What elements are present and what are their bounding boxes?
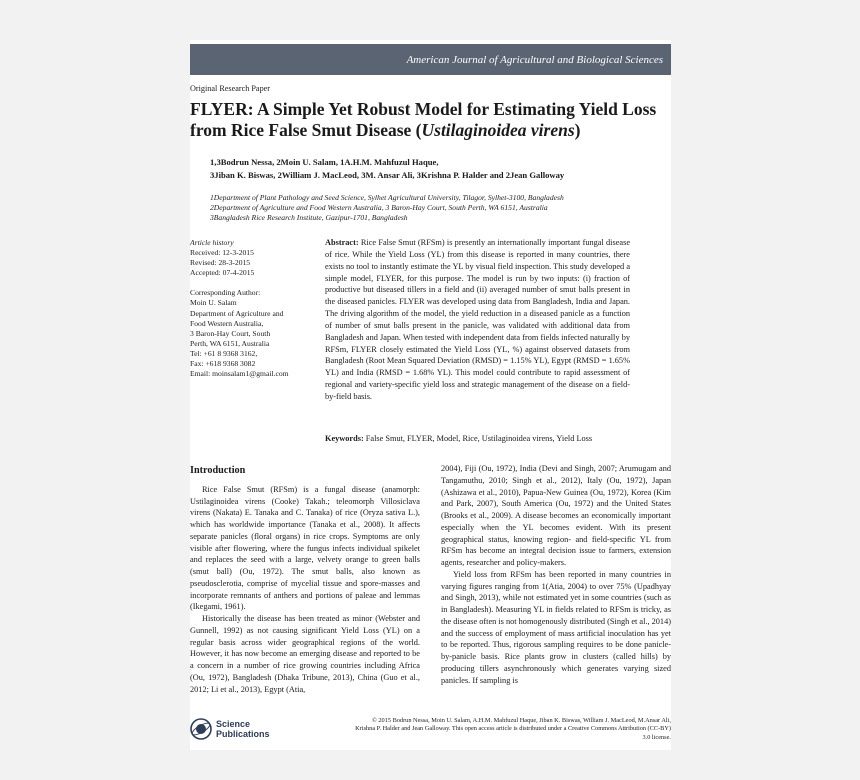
paper-type: Original Research Paper <box>190 84 271 93</box>
publisher-logo[interactable] <box>190 716 285 742</box>
affiliation-1: 1Department of Plant Pathology and Seed Science, Sylhet Agricultural University, Tilagor, Sylhet-3100, Bangladesh <box>210 193 564 202</box>
copyright-footer <box>296 717 671 742</box>
body-paragraph: Yield loss from RFSm has been reported in many countries in varying figures ranging from 1(Atia, 2004) to over 75% (Upadhyay and Singh, 2013), while not estimated yet in some countries (such as in Bangladesh). Measuring YL in fields related to RFSm is tricky, as the disease often is not homogenously distributed (Singh et al., 2014) and the success of employment of mass artificial inoculation has yet to be reported. Thus, rigorous sampling requires to be done panicle-by-panicle basis. Rice plants grow in clusters (called hills) by producing tillers asynchronously which generates varying sized panicles. If sampling is <box>441 569 671 685</box>
science-publications-icon <box>190 718 212 740</box>
title-close: ) <box>574 120 581 140</box>
affiliation-3: 3Bangladesh Rice Research Institute, Gazipur-1701, Bangladesh <box>210 213 408 223</box>
journal-header-bar <box>190 44 671 75</box>
title-main: FLYER: A Simple Yet Robust Model for Estimating Yield Loss from Rice False Smut Disease ( <box>190 99 657 140</box>
footer-line-1: © 2015 Bodrun Nessa, Moin U. Salam, A.H.M. Mahfuzul Haque, Jiban K. Biswas, William J. MacLeod, M.Ansar Ali, <box>372 717 671 724</box>
history-revised: Revised: 28-3-2015 <box>190 258 251 268</box>
section-heading: Introduction <box>190 465 246 476</box>
corresponding-line: Moin U. Salam <box>190 298 237 308</box>
abstract-label: Abstract: <box>325 238 359 247</box>
corresponding-line: Perth, WA 6151, Australia <box>190 338 270 348</box>
footer-line-3: 3.0 license. <box>642 733 671 741</box>
corresponding-heading: Corresponding Author: <box>190 288 261 298</box>
history-heading: Article history <box>190 238 234 247</box>
corresponding-line: Department of Agriculture and <box>190 308 284 318</box>
keywords-text: False Smut, FLYER, Model, Rice, Ustilaginoidea virens, Yield Loss <box>365 434 593 443</box>
publisher-name-2: Publications <box>216 729 270 739</box>
author-list <box>210 156 660 181</box>
body-paragraph: Historically the disease has been treated as minor (Webster and Gunnell, 1992) as not causing significant Yield Loss (YL) on a regular basis across wider geographical regions of the world. However, it has now become an emerging disease and reported to be a concern in a number of rice growing countries including Africa (Ou, 1972), Bangladesh (Dhaka Tribune, 2013), China (Guo et al., 2012; Li et al., 2013), Egypt (Atia, <box>190 614 420 694</box>
authors-line-2: 3Jiban K. Biswas, 2William J. MacLeod, 3M. Ansar Ali, 3Krishna P. Halder and 2Jean Galloway <box>210 169 565 180</box>
body-column-right <box>441 463 671 686</box>
corresponding-line: Food Western Australia, <box>190 318 264 328</box>
paper-title <box>190 99 660 141</box>
corresponding-email[interactable]: Email: moinsalam1@gmail.com <box>190 369 289 379</box>
history-accepted: Accepted: 07-4-2015 <box>190 268 255 278</box>
publisher-name-1: Science <box>216 719 251 729</box>
body-paragraph: Rice False Smut (RFSm) is a fungal disease (anamorph: Ustilaginoidea virens (Cooke) Takah.; teleomorph Villosiclava virens (Nakata) E. Tanaka and C. Tanaka) of rice (Oryza sativa L.), which has worldwide importance (Tanaka et al., 2008). It affects separate panicles (floral organs) in rice crops. Symptoms are only visible after flowering, where the fungus infects individual spikelet and replaces the seed with a large, velvety orange to green balls (smut ball) (Ou, 1972). The smut balls, also known as pseudosclerotia, comprise of mycelial tissue and spore-masses and incorporate remnants of anthers and portions of paleae and lemmas (Ikegami, 1961). <box>190 484 420 612</box>
body-column-left <box>190 465 420 695</box>
affiliations <box>210 193 660 224</box>
journal-name: American Journal of Agricultural and Biological Sciences <box>406 53 663 66</box>
affiliation-2: 2Department of Agriculture and Food Western Australia, 3 Baron-Hay Court, South Perth, WA 6151, Australia <box>210 203 548 213</box>
corresponding-line: 3 Baron-Hay Court, South <box>190 328 271 338</box>
title-species: Ustilaginoidea virens <box>421 120 575 140</box>
abstract <box>325 237 630 403</box>
history-received: Received: 12-3-2015 <box>190 248 254 258</box>
corresponding-line: Tel: +61 8 9368 3162, <box>190 348 258 358</box>
keywords <box>325 433 630 445</box>
abstract-text: Rice False Smut (RFSm) is presently an internationally important fungal disease of rice. While the Yield Loss (YL) from this disease is reported in many countries, there exists no tool to instantly estimate the YL by visual field inspection. This study developed a simple model, FLYER, for this purpose. The model is run by two inputs: (i) fraction of productive but diseased tillers in a field and (ii) averaged number of smut balls present in the diseased panicles. FLYER was developed using data from Bangladesh, India and Japan. The driving algorithm of the model, the yield reduction in a diseased panicle as a function of number of smut balls present in the panicle, was validated with additional data from Bangladesh and Japan. When tested with independent data from fields infected naturally by RFSm, FLYER closely estimated the Yield Loss (YL, %) against observed datasets from Bangladesh (Root Mean Squared Deviation (RMSD) = 1.15% YL), Egypt (RMSD = 1.65% YL) and India (RMSD = 1.68% YL). This model could contribute to rapid assessment of regional and variety-specific yield loss and strategic management of the disease on a field-by-field basis. <box>325 238 630 401</box>
article-sidebar <box>190 238 310 379</box>
keywords-label: Keywords: <box>325 434 364 443</box>
authors-line-1: 1,3Bodrun Nessa, 2Moin U. Salam, 1A.H.M. Mahfuzul Haque, <box>210 157 439 167</box>
footer-line-2: Krishna P. Halder and Jean Galloway. This open access article is distributed under a Creative Commons Attribution (CC-BY) <box>355 725 671 733</box>
body-paragraph: 2004), Fiji (Ou, 1972), India (Devi and Singh, 2007; Arumugam and Tangamuthu, 2010; Singh et al., 2012), Italy (Ou, 1972), Japan (Ashizawa et al., 2010), Papua-New Guinea (Ou, 1972), Korea (Kim and Park, 2007), South America (Ou, 1972) and the United States (Brooks et al., 2009). A disease becomes an economically important especially when the YL becomes evident. With its present geographical status, knowing region- and field-specific YL from RFSm has become an integral decision issue to farmers, extension agents, researcher and policy-makers. <box>441 464 671 567</box>
corresponding-line: Fax: +618 9368 3082 <box>190 359 256 369</box>
